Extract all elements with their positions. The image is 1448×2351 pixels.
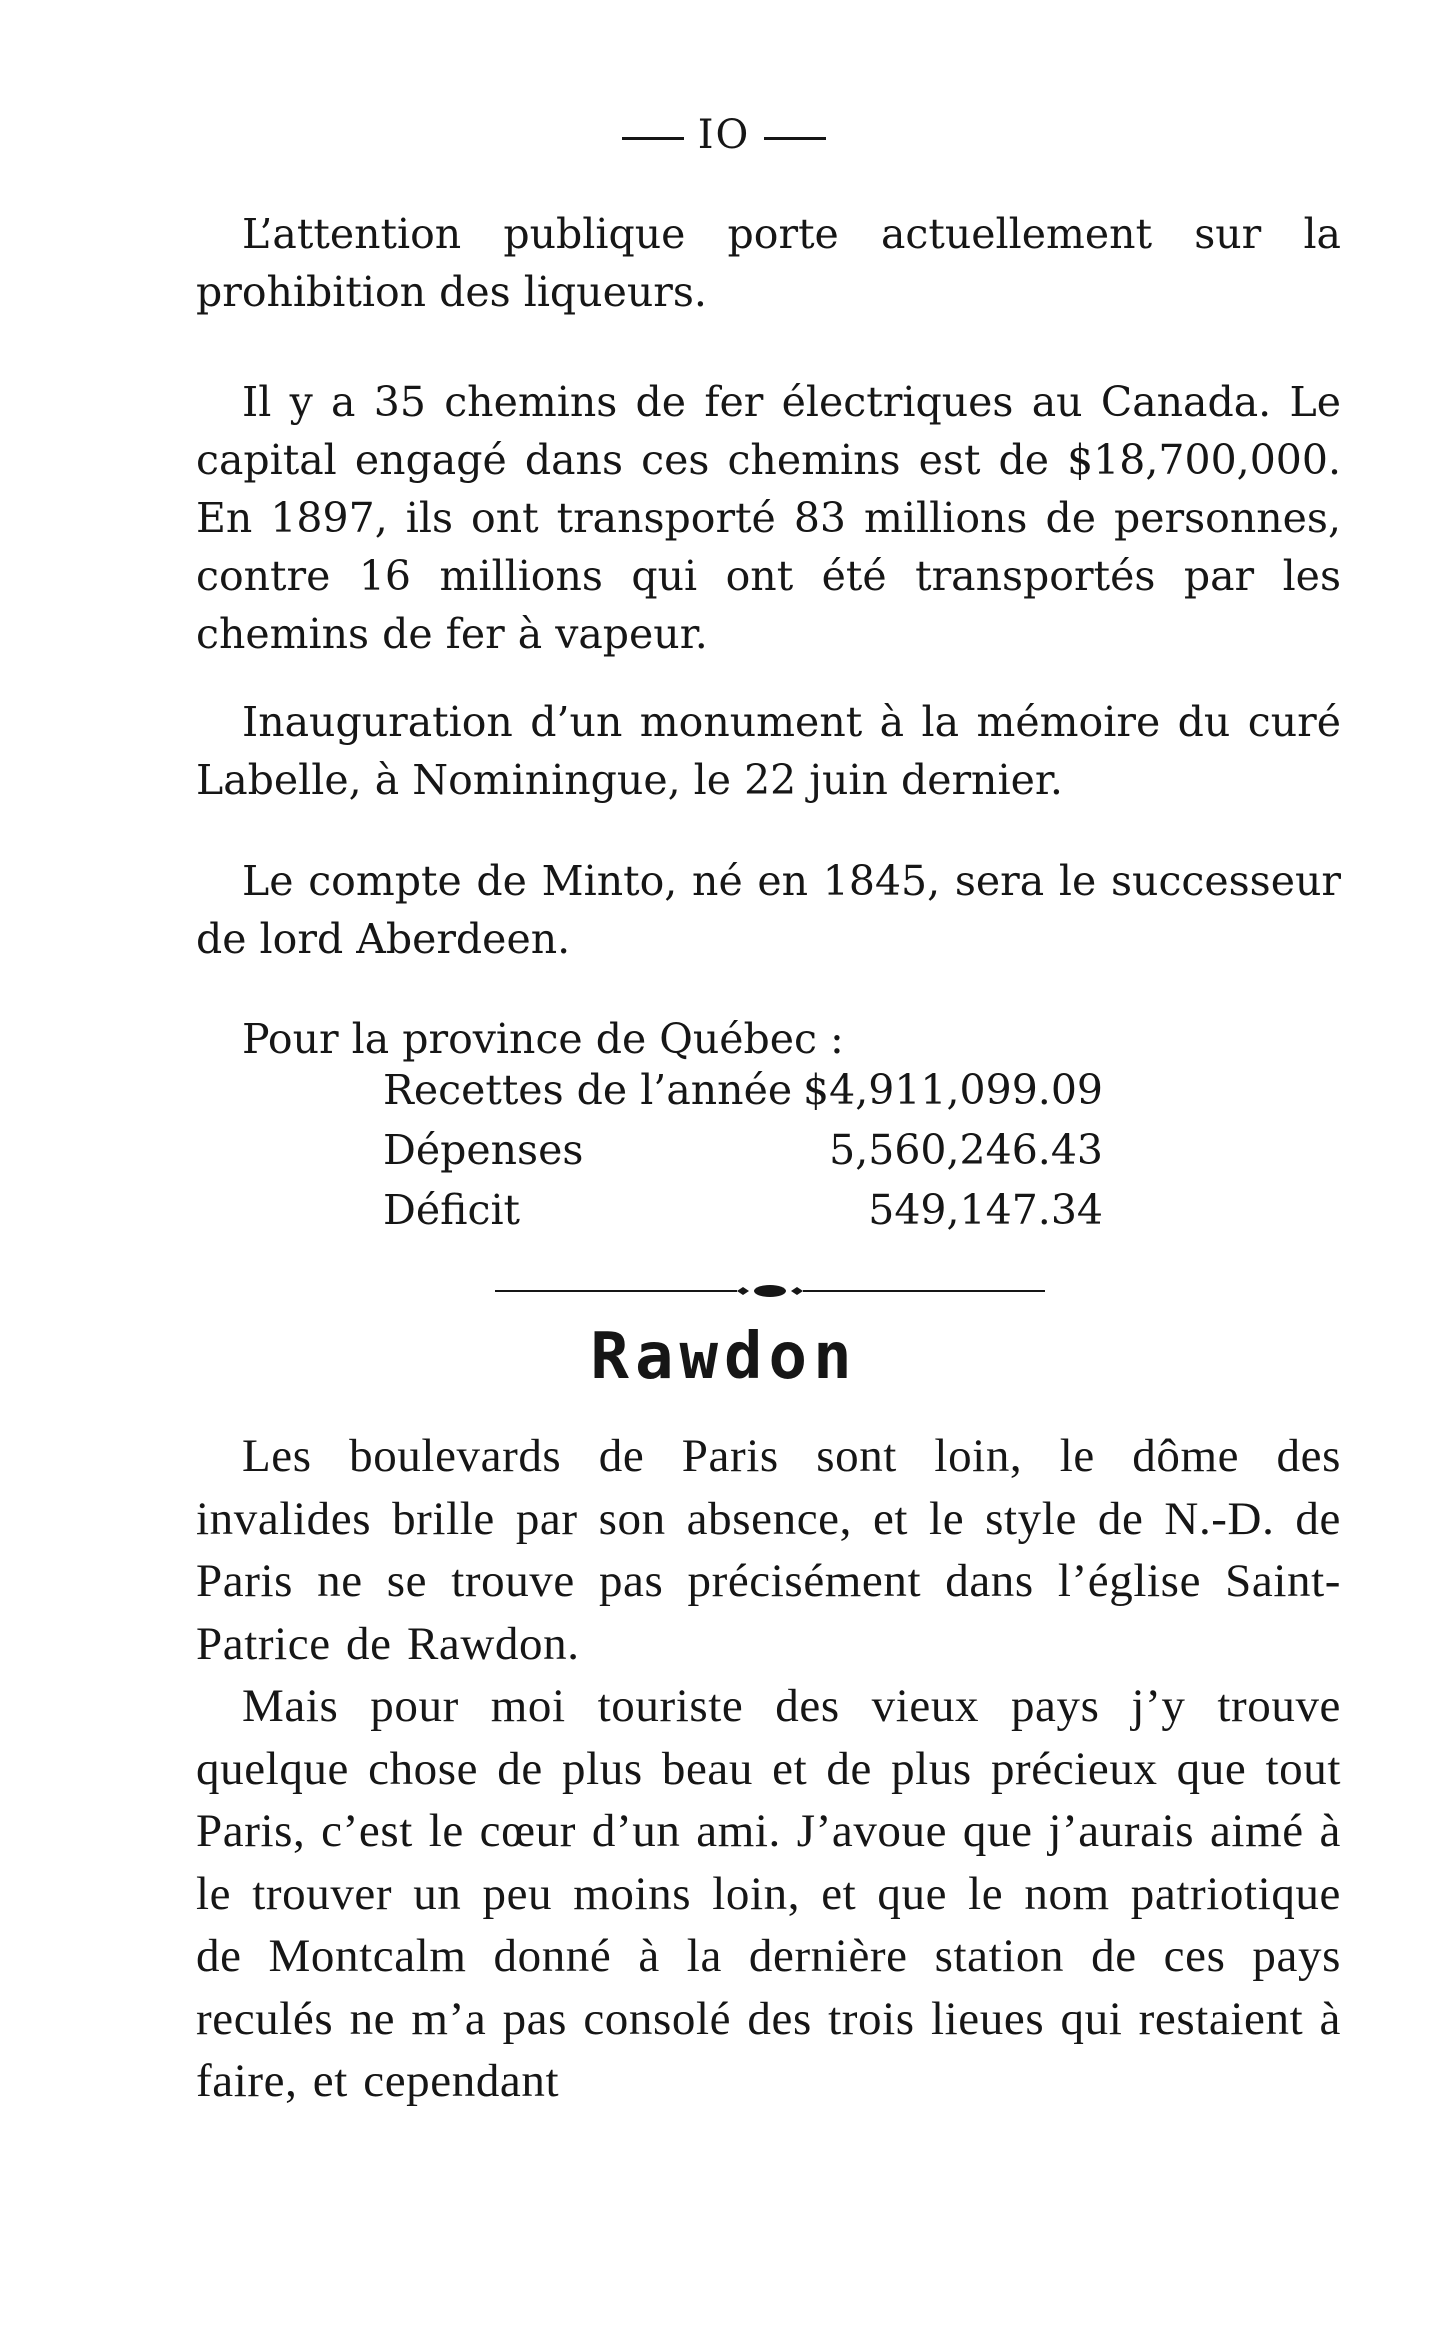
rawdon-paragraph-2: Mais pour moi touriste des vieux pays j’y trouve quelque chose de plus beau et de plus précieux que tout Paris, c’est le cœur d’un ami. J’avoue que j’aurais aimé à le trouver un peu moins loin, et que le nom patriotique de Montcalm donné à la dernière station de ces pays reculés ne m’a pas consolé des trois lieues qui restaient à faire, et cependant <box>196 1680 1341 2107</box>
note-minto: Le compte de Minto, né en 1845, sera le successeur de lord Aberdeen. <box>196 857 1341 963</box>
budget-amount: 5,560,246.43 <box>829 1126 1103 1174</box>
page-number <box>0 112 1448 158</box>
budget-label: Recettes de l’année <box>383 1066 793 1114</box>
rawdon-paragraph-1: Les boulevards de Paris sont loin, le dôme des invalides brille par son absence, et le style de N.-D. de Paris ne se trouve pas précisément dans l’église Saint-Patrice de Rawdon. <box>196 1430 1341 1670</box>
ornamental-separator <box>495 1283 1045 1299</box>
note-electric-railways: Il y a 35 chemins de fer électriques au Canada. Le capital engagé dans ces chemins est de $18,700,000. En 1897, ils ont transporté 83 millions de personnes, contre 16 millions qui ont été transportés par les chemins de fer à vapeur. <box>196 378 1341 658</box>
separator-line-left <box>495 1290 727 1292</box>
budget-amount: 549,147.34 <box>868 1186 1103 1234</box>
budget-row <box>383 1066 1103 1124</box>
separator-line-right <box>813 1290 1045 1292</box>
budget-row <box>383 1186 1103 1244</box>
section-heading: Rawdon <box>590 1320 858 1394</box>
note-prohibition: L’attention publique porte actuellement sur la prohibition des liqueurs. <box>196 210 1341 316</box>
budget-label: Dépenses <box>383 1126 584 1174</box>
budget-row <box>383 1126 1103 1184</box>
page-number-text: IO <box>697 112 751 158</box>
dash-right <box>764 137 826 140</box>
fleuron-icon <box>727 1283 813 1299</box>
dash-left <box>622 137 684 140</box>
budget-label: Déficit <box>383 1186 521 1234</box>
note-quebec-budget-intro: Pour la province de Québec : <box>242 1015 844 1063</box>
budget-amount: $4,911,099.09 <box>803 1066 1103 1114</box>
note-labelle-monument: Inauguration d’un monument à la mémoire du curé Labelle, à Nominingue, le 22 juin dernier. <box>196 698 1341 804</box>
